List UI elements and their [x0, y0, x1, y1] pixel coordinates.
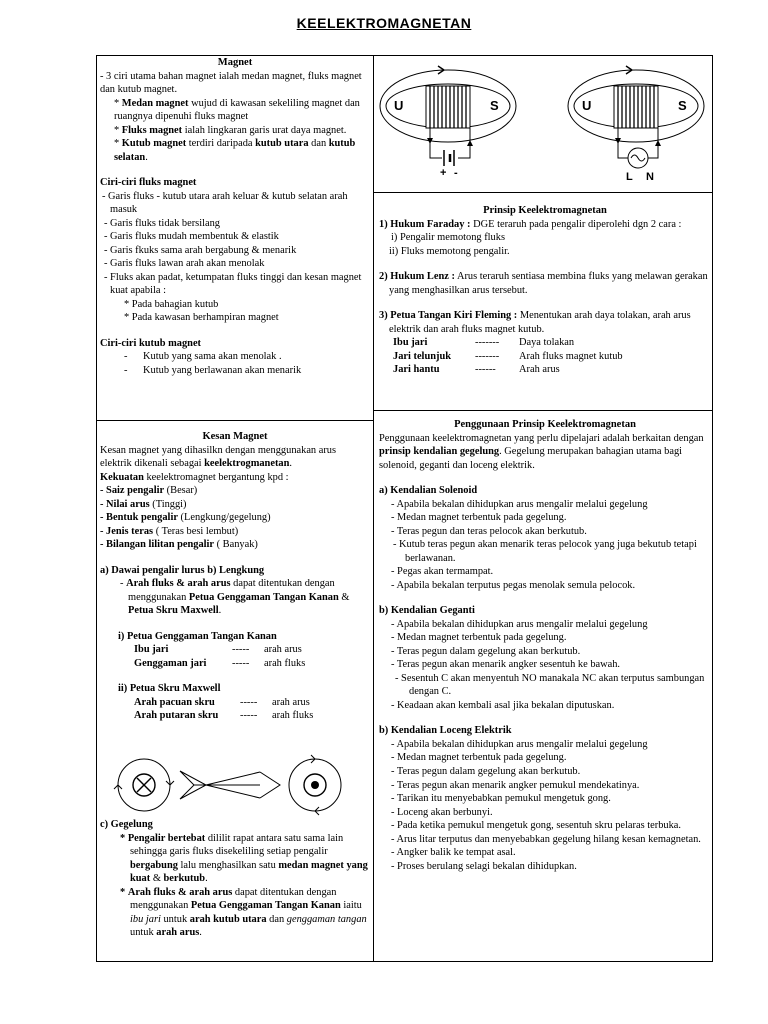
- petua-fleming: [379, 309, 711, 336]
- ciri-kutub-item: - Kutub yang berlawanan akan menarik: [124, 364, 302, 376]
- rule-value: Daya tolakan: [519, 337, 575, 349]
- ciri-kutub-text: Kutub yang sama akan menolak .: [143, 351, 282, 363]
- faraday-item: i) Pengalir memotong fluks: [391, 232, 505, 244]
- loceng-item: - Proses berulang selagi bekalan dihidupkan.: [391, 860, 577, 872]
- ciri-fluks-item: - Fluks akan padat, ketumpatan fluks tinggi dan kesan magnet kuat apabila :: [104, 271, 362, 297]
- padat-item: * Pada bahagian kutub: [124, 298, 219, 310]
- medan-magnet-text: wujud di kawasan sekeliling magnet dan ruangnya dipenuhi fluks magnet: [114, 97, 360, 123]
- ciri-kutub-item: - Kutub yang sama akan menolak .: [124, 351, 282, 363]
- geganti-item: - Apabila bekalan dihidupkan arus mengalir melalui gegelung: [391, 618, 648, 630]
- penggunaan-intro-text: . Gegelung merupakan bahagian utama bagi solenoid, geganti dan loceng elektrik.: [379, 446, 683, 471]
- faraday-item: ii) Fluks memotong pengalir.: [389, 245, 510, 257]
- u-pole-label: U: [394, 98, 404, 113]
- gegelung-text: &: [150, 873, 164, 885]
- rule-row: [379, 350, 711, 364]
- penggunaan-intro-text: Penggunaan keelektromagnetan yang perlu dipelajari adalah berkaitan dengan: [379, 432, 704, 444]
- rule-value: arah fluks: [272, 710, 314, 722]
- factor-item: [100, 498, 370, 512]
- gegelung-text: untuk: [160, 913, 190, 925]
- factor-value: ( Banyak): [214, 539, 258, 551]
- divider-left: [96, 420, 374, 421]
- fluks-magnet-item: * Fluks magnet ialah lingkaran garis urat daya magnet.: [114, 124, 347, 136]
- gegelung-italic: ibu jari: [130, 913, 161, 925]
- medan-magnet-item: * Medan magnet wujud di kawasan sekeliling magnet dan ruangnya dipenuhi fluks magnet: [114, 97, 360, 123]
- gegelung-heading: c) Gegelung: [100, 819, 153, 830]
- ciri-kutub-heading: Ciri-ciri kutub magnet: [100, 337, 202, 349]
- bullet-star: *: [120, 886, 126, 898]
- gegelung-text: .: [205, 873, 208, 885]
- geganti-heading: b) Kendalian Geganti: [379, 605, 475, 617]
- geganti-item: - Sesentuh C akan menyentuh NO manakala NC akan terputus sambungan dengan C.: [395, 672, 705, 698]
- factor-item: [100, 525, 370, 539]
- u-pole-label: U: [582, 98, 592, 113]
- gegelung-italic: genggaman tangan: [286, 913, 367, 925]
- factor-item: [100, 484, 370, 498]
- kesan-heading: Kesan Magnet: [202, 431, 268, 442]
- ciri-fluks-item: - Garis fkuks sama arah bergabung & menarik: [104, 244, 297, 256]
- rule-row: [100, 709, 370, 723]
- kekuatan-term: Kekuatan: [100, 471, 144, 483]
- rule-key: Jari hantu: [393, 364, 440, 376]
- penggunaan-heading: Penggunaan Prinsip Keelektromagnetan: [454, 419, 636, 430]
- page-title: KEELEKTROMAGNETAN: [296, 15, 472, 31]
- kesan-intro: [100, 444, 370, 471]
- gegelung-text: iaitu: [340, 900, 362, 912]
- hukum-lenz: [379, 270, 711, 297]
- rule-key: Jari telunjuk: [393, 350, 452, 362]
- solenoid-dc: [380, 66, 516, 179]
- gegelung-term: bergabung: [130, 859, 178, 871]
- rule-row: [100, 696, 370, 710]
- gegelung-text: lalu menghasilkan satu: [177, 859, 279, 871]
- ciri-kutub-text: Kutub yang berlawanan akan menarik: [143, 364, 302, 376]
- magnet-section: [100, 56, 370, 418]
- factor-term: - Bentuk pengalir: [100, 512, 178, 524]
- divider-right-2: [373, 410, 713, 411]
- rule-row: [100, 657, 370, 671]
- solenoid-ac: [568, 66, 704, 183]
- factor-item: [100, 538, 370, 552]
- s-pole-label: S: [490, 98, 499, 113]
- rule-key: Arah pacuan skru: [134, 696, 215, 708]
- loceng-item: - Apabila bekalan dihidupkan arus mengalir melalui gegelung: [391, 738, 648, 750]
- gegelung-text: dililit rapat antara satu sama lain sehingga garis fluks disekeliling setiap pengalir: [130, 832, 344, 858]
- ciri-fluks-item: - Garis fluks mudah membentuk & elastik: [104, 231, 279, 243]
- lenz-term: 2) Hukum Lenz :: [379, 271, 455, 283]
- plus-label: +: [440, 167, 447, 179]
- kesan-magnet-section: [100, 430, 370, 960]
- gegelung-block: [100, 818, 370, 940]
- rule-dash: -----: [240, 696, 258, 708]
- solenoid-heading: a) Kendalian Solenoid: [379, 485, 478, 497]
- kutub-magnet-term: Kutub magnet: [121, 138, 187, 150]
- rule-key: Ibu jari: [134, 644, 169, 656]
- gegelung-term: berkutub: [163, 873, 206, 885]
- rule-value: arah arus: [264, 644, 302, 656]
- l-label: L: [626, 171, 633, 183]
- rule-key: Ibu jari: [393, 337, 428, 349]
- rule-dash: -----: [232, 657, 250, 669]
- solenoid-item: - Medan magnet terbentuk pada gegelung.: [391, 512, 567, 524]
- rule-value: arah fluks: [264, 657, 306, 669]
- loceng-item: - Tarikan itu menyebabkan pemukul mengetuk gong.: [391, 793, 611, 805]
- padat-item: * Pada kawasan berhampiran magnet: [124, 312, 279, 324]
- rule-value: Arah arus: [519, 364, 560, 376]
- gegelung-term: arah arus: [156, 927, 200, 939]
- gegelung-text: dan: [266, 913, 287, 925]
- gegelung-text: dapat ditentukan dengan menggunakan: [130, 886, 337, 912]
- solenoid-item: - Apabila bekalan dihidupkan arus mengalir melalui gegelung: [391, 498, 648, 510]
- dawai-dash: -: [120, 578, 127, 590]
- rule-dash: -------: [475, 350, 500, 362]
- loceng-item: - Loceng akan berbunyi.: [391, 806, 493, 818]
- ciri-fluks-heading: Ciri-ciri fluks magnet: [100, 177, 197, 189]
- ciri-fluks-item: - Garis fluks - kutub utara arah keluar & kutub selatan arah masuk: [102, 190, 348, 216]
- rule-row: [379, 363, 711, 377]
- ciri-fluks-item: - Garis fluks lawan arah akan menolak: [104, 258, 265, 270]
- gegelung-term: medan magnet yang kuat: [130, 859, 368, 885]
- fleming-text: Menentukan arah daya tolakan, arah arus elektrik dan arah fluks magnet kutub.: [389, 310, 691, 335]
- kekuatan-text: keelektromagnet bergantung kpd :: [143, 471, 289, 483]
- dawai-text-part: .: [218, 605, 222, 617]
- factor-term: - Saiz pengalir: [100, 485, 165, 497]
- medan-magnet-term: Medan magnet: [121, 97, 189, 109]
- gegelung-text: untuk: [130, 927, 157, 939]
- gegelung-item: [100, 832, 370, 886]
- loceng-item: - Medan magnet terbentuk pada gegelung.: [391, 752, 567, 764]
- loceng-item: - Pada ketika pemukul mengetuk gong, sesentuh skru pelaras terbuka.: [391, 820, 681, 832]
- rule-row: [100, 643, 370, 657]
- petua-skru-heading: ii) Petua Skru Maxwell: [118, 683, 221, 695]
- geganti-item: - Teras pegun akan menarik angker sesentuh ke bawah.: [391, 659, 621, 671]
- kutub-magnet-item: * Kutub magnet terdiri daripada kutub utara dan kutub selatan.: [114, 138, 356, 163]
- rule-key: Arah putaran skru: [134, 710, 219, 722]
- factor-item: [100, 511, 370, 525]
- kutub-utara-term: kutub utara: [255, 138, 309, 150]
- solenoid-item: - Teras pegun dan teras pelocok akan berkutub.: [391, 525, 587, 537]
- dawai-term: Arah fluks & arah arus: [126, 578, 231, 590]
- loceng-item: - Angker balik ke tempat asal.: [391, 847, 516, 859]
- rule-dash: -----: [232, 644, 250, 656]
- kesan-intro-term: keelektrogmanetan: [204, 458, 290, 470]
- n-label: N: [646, 171, 654, 183]
- gegelung-item: [100, 886, 370, 940]
- factor-term: - Bilangan lilitan pengalir: [100, 539, 215, 551]
- factor-value: ( Teras besi lembut): [153, 525, 239, 537]
- loceng-item: - Arus litar terputus dan menyebabkan gegelung hilang kesan kemagnetan.: [391, 833, 701, 845]
- loceng-item: - Teras pegun dalam gegelung akan berkutub.: [391, 765, 581, 777]
- faraday-term: 1) Hukum Faraday :: [379, 218, 471, 230]
- factor-value: (Tinggi): [149, 498, 187, 510]
- penggunaan-section: [379, 418, 711, 960]
- fluks-magnet-term: Fluks magnet: [121, 124, 183, 136]
- loceng-item: - Teras pegun akan menarik angker pemukul mendekatinya.: [391, 779, 640, 791]
- gegelung-term: arah kutub utara: [189, 913, 267, 925]
- fleming-term: 3) Petua Tangan Kiri Fleming :: [379, 310, 518, 322]
- prinsip-heading: Prinsip Keelektromagnetan: [483, 205, 607, 216]
- minus-label: -: [454, 167, 458, 179]
- geganti-item: - Teras pegun dalam gegelung akan berkutub.: [391, 645, 581, 657]
- ciri-fluks-item: - Garis fluks tidak bersilang: [104, 217, 221, 229]
- solenoid-diagrams: [378, 58, 710, 186]
- kesan-intro-text: Kesan magnet yang dihasilkn dengan menggunakan arus elektrik dikenali sebagai: [100, 444, 337, 470]
- magnet-intro: - 3 ciri utama bahan magnet ialah medan magnet, fluks magnet dan kutub magnet.: [100, 70, 362, 96]
- bullet-star: *: [120, 832, 126, 844]
- kesan-intro-end: .: [289, 458, 292, 470]
- factor-value: (Besar): [164, 485, 198, 497]
- petua-genggaman-heading: i) Petua Genggaman Tangan Kanan: [118, 630, 277, 642]
- faraday-text: DGE teraruh pada pengalir diperolehi dgn 2 cara :: [470, 218, 682, 230]
- solenoid-item: - Apabila bekalan terputus pegas menolak semula pelocok.: [391, 579, 636, 591]
- solenoid-item: - Kutub teras pegun akan menarik teras pelocok yang juga bekutub tetapi berlawanan.: [393, 539, 697, 564]
- gegelung-term: Arah fluks & arah arus: [127, 886, 233, 898]
- dawai-text-part: dapat ditentukan dengan menggunakan: [128, 578, 335, 603]
- factor-value: (Lengkung/gegelung): [177, 512, 271, 524]
- dawai-heading: a) Dawai pengalir lurus b) Lengkung: [100, 564, 265, 576]
- hukum-faraday: [379, 218, 711, 232]
- s-pole-label: S: [678, 98, 687, 113]
- dawai-term: Petua Genggaman Tangan Kanan: [188, 591, 339, 603]
- kekuatan-line: [100, 471, 370, 485]
- rule-key: Genggaman jari: [134, 657, 207, 669]
- rule-dash: ------: [475, 364, 496, 376]
- factor-term: - Nilai arus: [100, 498, 150, 510]
- geganti-item: - Medan magnet terbentuk pada gegelung.: [391, 632, 567, 644]
- rule-dash: -------: [475, 337, 500, 349]
- dawai-text-part: &: [338, 591, 350, 603]
- gegelung-term: Petua Genggaman Tangan Kanan: [190, 900, 341, 912]
- lenz-text: Arus teraruh sentiasa membina fluks yang melawan gerakan yang menghasilkan arus tersebut.: [389, 271, 708, 296]
- gegelung-term: Pengalir bertebat: [127, 832, 206, 844]
- kutub-selatan-term: kutub selatan: [114, 138, 356, 163]
- geganti-item: - Keadaan akan kembali asal jika bekalan diputuskan.: [391, 699, 615, 711]
- dawai-text: [100, 577, 370, 618]
- dawai-term: Petua Skru Maxwell: [128, 605, 219, 617]
- divider-right-1: [373, 192, 713, 193]
- skru-maxwell-diagram: [110, 752, 360, 818]
- prinsip-section: [379, 204, 711, 408]
- kutub-magnet-end: .: [145, 151, 148, 163]
- rule-row: [379, 336, 711, 350]
- kutub-magnet-and: dan: [308, 138, 329, 150]
- loceng-heading: b) Kendalian Loceng Elektrik: [379, 725, 512, 737]
- kutub-magnet-text: terdiri daripada: [186, 138, 256, 150]
- penggunaan-intro: [379, 432, 711, 473]
- rule-value: arah arus: [272, 696, 310, 708]
- rule-value: Arah fluks magnet kutub: [519, 350, 623, 362]
- fluks-magnet-text: ialah lingkaran garis urat daya magnet.: [182, 124, 347, 136]
- rule-dash: -----: [240, 710, 258, 722]
- factor-term: - Jenis teras: [100, 525, 154, 537]
- magnet-heading: Magnet: [217, 57, 253, 68]
- penggunaan-intro-term: prinsip kendalian gegelung: [379, 446, 500, 458]
- solenoid-item: - Pegas akan termampat.: [391, 566, 494, 578]
- gegelung-text: .: [199, 927, 202, 939]
